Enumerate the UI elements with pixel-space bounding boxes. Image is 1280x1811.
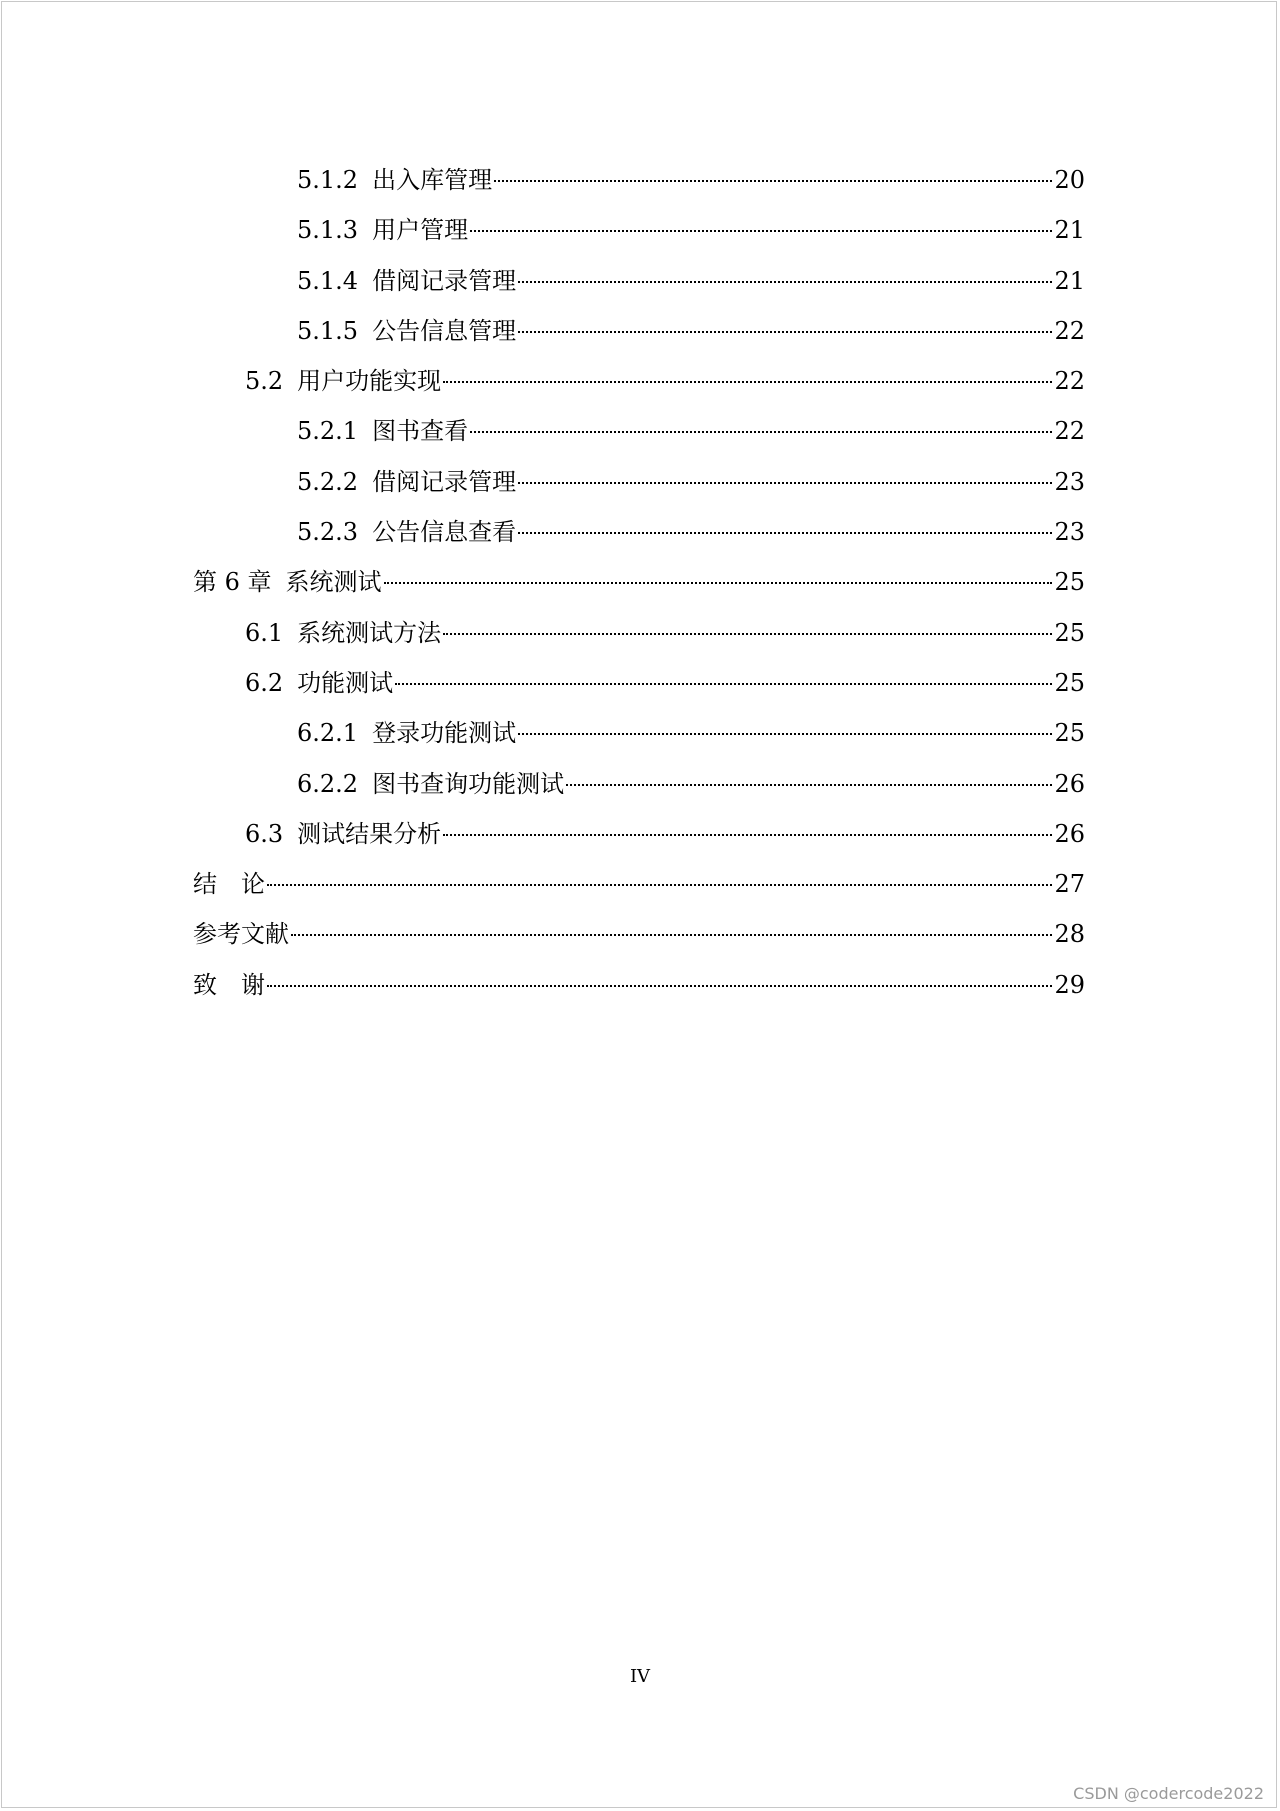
toc-entry[interactable] xyxy=(193,613,1085,663)
toc-dot-leader xyxy=(470,230,1052,232)
toc-entry-number: 5.2.2 xyxy=(297,467,359,496)
toc-entry[interactable] xyxy=(193,210,1085,260)
toc-entry[interactable] xyxy=(193,361,1085,411)
toc-entry-number: 5.1.3 xyxy=(297,216,359,245)
toc-dot-leader xyxy=(443,633,1052,635)
toc-entry-title: 功能测试 xyxy=(297,668,394,697)
toc-entry-page: 27 xyxy=(1054,870,1085,899)
toc-dot-leader xyxy=(470,431,1052,433)
toc-entry-title: 结 论 xyxy=(193,870,265,899)
toc-entry-page: 25 xyxy=(1054,668,1085,697)
toc-entry-page: 25 xyxy=(1054,618,1085,647)
toc-entry-title: 登录功能测试 xyxy=(372,719,517,748)
table-of-contents xyxy=(193,160,1085,1015)
toc-dot-leader xyxy=(518,733,1052,735)
toc-entry[interactable] xyxy=(193,261,1085,311)
toc-entry-number: 第 6 章 xyxy=(193,568,272,597)
toc-dot-leader xyxy=(267,985,1052,987)
toc-entry-number: 5.1.5 xyxy=(297,316,359,345)
toc-entry-title: 借阅记录管理 xyxy=(372,467,517,496)
toc-entry[interactable] xyxy=(193,160,1085,210)
toc-entry-page: 25 xyxy=(1054,719,1085,748)
toc-entry[interactable] xyxy=(193,562,1085,612)
toc-entry[interactable] xyxy=(193,914,1085,964)
toc-dot-leader xyxy=(443,834,1052,836)
toc-entry[interactable] xyxy=(193,462,1085,512)
toc-entry-page: 26 xyxy=(1054,819,1085,848)
toc-entry-page: 23 xyxy=(1054,518,1085,547)
toc-dot-leader xyxy=(494,180,1052,182)
toc-entry[interactable] xyxy=(193,713,1085,763)
toc-entry-number: 6.2.1 xyxy=(297,719,359,748)
toc-dot-leader xyxy=(518,281,1052,283)
toc-dot-leader xyxy=(443,381,1052,383)
toc-entry-page: 23 xyxy=(1054,467,1085,496)
toc-entry-number: 6.3 xyxy=(245,819,284,848)
toc-entry-page: 29 xyxy=(1054,970,1085,999)
toc-entry[interactable] xyxy=(193,411,1085,461)
toc-entry-title: 参考文献 xyxy=(193,920,289,949)
toc-entry-number: 5.2 xyxy=(245,367,284,396)
toc-entry-title: 公告信息管理 xyxy=(372,316,517,345)
toc-entry-page: 26 xyxy=(1054,769,1085,798)
watermark: CSDN @codercode2022 xyxy=(1073,1784,1264,1803)
toc-entry[interactable] xyxy=(193,814,1085,864)
toc-entry-title: 测试结果分析 xyxy=(297,819,442,848)
toc-entry-number: 5.1.4 xyxy=(297,266,359,295)
toc-entry-title: 借阅记录管理 xyxy=(372,266,517,295)
toc-entry-number: 6.2 xyxy=(245,668,284,697)
toc-dot-leader xyxy=(267,884,1052,886)
toc-entry-page: 22 xyxy=(1054,367,1085,396)
toc-entry-number: 5.1.2 xyxy=(297,166,359,194)
toc-entry-title: 用户管理 xyxy=(372,216,469,245)
toc-entry-title: 公告信息查看 xyxy=(372,518,517,547)
toc-entry[interactable] xyxy=(193,764,1085,814)
toc-entry-number: 6.2.2 xyxy=(297,769,359,798)
toc-entry-page: 22 xyxy=(1054,316,1085,345)
toc-entry[interactable] xyxy=(193,864,1085,914)
toc-entry-number: 6.1 xyxy=(245,618,284,647)
page-number: IV xyxy=(629,1666,651,1687)
toc-dot-leader xyxy=(518,331,1052,333)
toc-entry-title: 出入库管理 xyxy=(372,166,493,194)
toc-dot-leader xyxy=(566,784,1052,786)
toc-dot-leader xyxy=(291,934,1052,936)
toc-dot-leader xyxy=(518,532,1052,534)
toc-entry-title: 用户功能实现 xyxy=(297,367,442,396)
toc-entry-page: 20 xyxy=(1054,166,1085,194)
toc-entry[interactable] xyxy=(193,965,1085,1015)
toc-entry-number: 5.2.3 xyxy=(297,518,359,547)
toc-entry-page: 21 xyxy=(1054,266,1085,295)
toc-entry[interactable] xyxy=(193,311,1085,361)
toc-entry-page: 21 xyxy=(1054,216,1085,245)
toc-entry-page: 28 xyxy=(1054,920,1085,949)
toc-entry-title: 系统测试方法 xyxy=(297,618,442,647)
toc-entry-title: 图书查看 xyxy=(372,417,469,446)
toc-entry-page: 25 xyxy=(1054,568,1085,597)
toc-dot-leader xyxy=(395,683,1052,685)
toc-entry-page: 22 xyxy=(1054,417,1085,446)
toc-dot-leader xyxy=(518,482,1052,484)
toc-entry-title: 图书查询功能测试 xyxy=(372,769,565,798)
toc-entry-title: 致 谢 xyxy=(193,970,265,999)
toc-dot-leader xyxy=(384,582,1053,584)
toc-entry[interactable] xyxy=(193,512,1085,562)
toc-entry[interactable] xyxy=(193,663,1085,713)
toc-entry-number: 5.2.1 xyxy=(297,417,359,446)
toc-entry-title: 系统测试 xyxy=(285,568,382,597)
